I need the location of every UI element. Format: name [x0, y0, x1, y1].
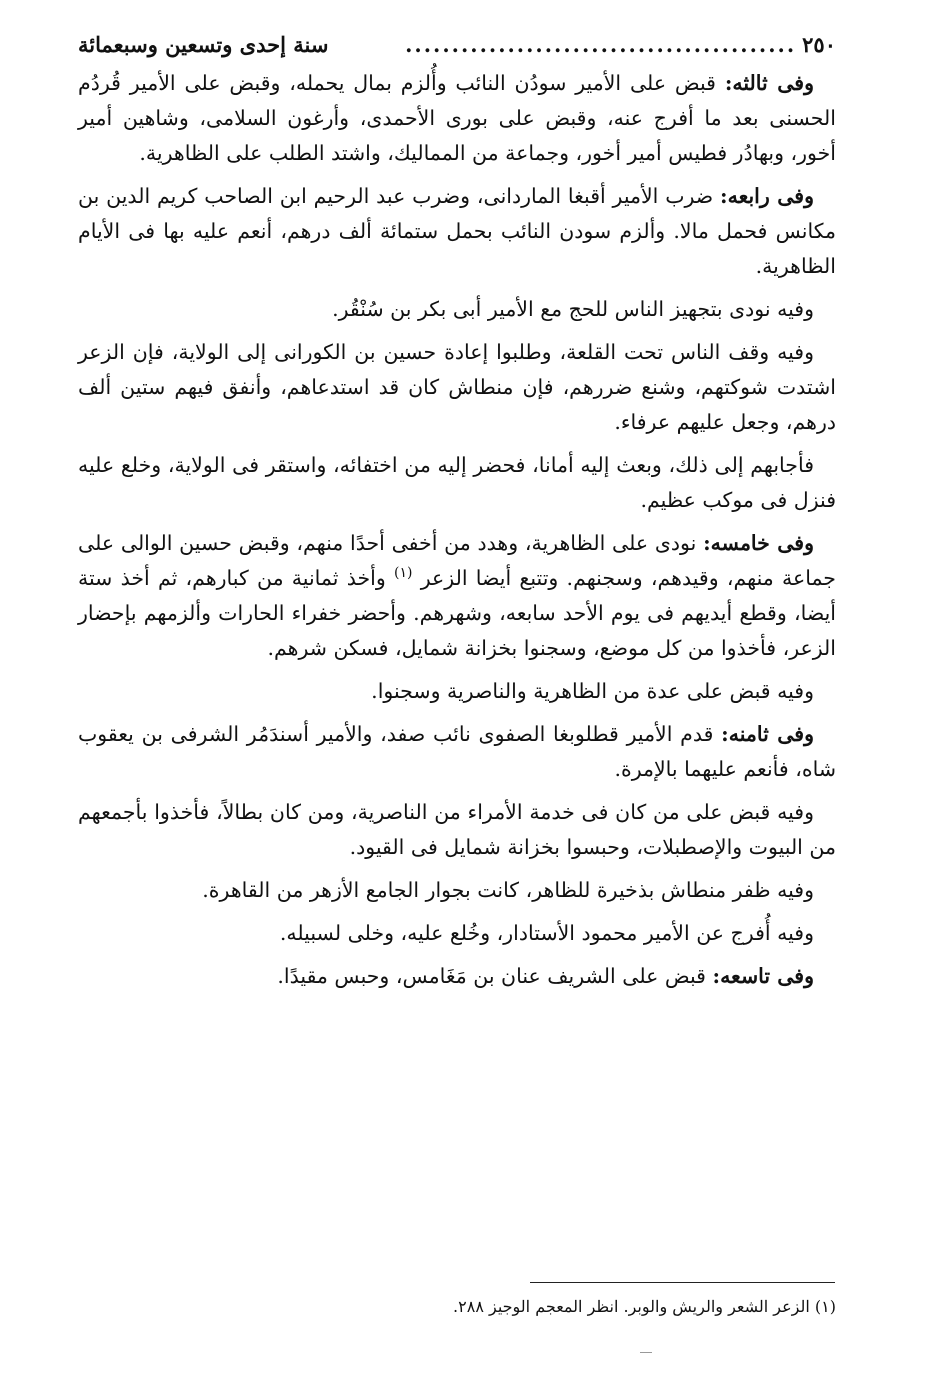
paragraph	[78, 448, 836, 518]
running-title: سنة إحدى وتسعين وسبعمائة	[78, 32, 329, 57]
paragraph-text-continued: وأخذ ثمانية من كبارهم، ثم أخذ ستة أيضا، وقطع أيديهم فى يوم الأحد سابعه، وشهرهم. وأحضر خفراء الحارات وألزمهم بإحضار الزعر، فأخذوا من كل موضع، وسجنوا بخزانة شمايل، فسكن شرهم.	[78, 566, 836, 660]
paragraph-text: قبض على الأمير سودُن النائب وأُلزم بمال يحمله، وقبض على الأمير قُردُم الحسنى بعد ما أفرج عنه، وقبض على بورى الأحمدى، وأرغون السلامى، وشاهين أمير أخور، وبهادُر فطيس أمير أخور، وجماعة من المماليك، واشتد الطلب على الظاهرية.	[78, 71, 836, 165]
paragraph	[78, 717, 836, 787]
document-page	[78, 30, 836, 1002]
footnote: (١) الزعر الشعر والريش والوبر. انظر المعجم الوجيز ٢٨٨.	[453, 1297, 836, 1316]
paragraph	[78, 916, 836, 951]
paragraph	[78, 292, 836, 327]
body-text	[78, 66, 836, 994]
paragraph-lead: وفى ثالثه:	[724, 71, 814, 95]
paragraph-text: قبض على الشريف عنان بن مَغَامس، وحبس مقيدًا.	[277, 964, 713, 988]
paragraph	[78, 179, 836, 284]
paragraph-lead: وفى ثامنه:	[721, 722, 814, 746]
paragraph-text: ضرب الأمير أقبغا الماردانى، وضرب عبد الرحيم ابن الصاحب كريم الدين بن مكانس فحمل مالا. وألزم سودن النائب بحمل ستمائة ألف درهم، أنعم عليه بها فى الأيام الظاهرية.	[78, 184, 836, 278]
paragraph-text: وفيه قبض على عدة من الظاهرية والناصرية وسجنوا.	[371, 679, 814, 703]
paragraph-text: نودى على الظاهرية، وهدد من أخفى أحدًا منهم، وقبض حسين الوالى على جماعة منهم، وقيدهم، وسجنهم. وتتبع أيضا الزعر	[78, 531, 836, 590]
paragraph	[78, 959, 836, 994]
page-header	[78, 30, 836, 62]
paragraph-text: وفيه قبض على من كان فى خدمة الأمراء من الناصرية، ومن كان بطالاً، فأخذوا بأجمعهم من البيوت والإصطبلات، وحبسوا بخزانة شمايل فى القيود.	[78, 800, 836, 859]
paragraph-text: وفيه وقف الناس تحت القلعة، وطلبوا إعادة حسين بن الكورانى إلى الولاية، فإن الزعر اشتدت شوكتهم، وشنع ضررهم، فإن منطاش كان قد استدعاهم، وأنفق فيهم ستين ألف درهم، وجعل عليهم عرفاء.	[78, 340, 836, 434]
paragraph-text: وفيه ظفر منطاش بذخيرة للظاهر، كانت بجوار الجامع الأزهر من القاهرة.	[202, 878, 814, 902]
paragraph	[78, 795, 836, 865]
page-mark	[640, 1352, 652, 1353]
paragraph	[78, 66, 836, 171]
paragraph	[78, 335, 836, 440]
paragraph-text: قدم الأمير قطلوبغا الصفوى نائب صفد، والأمير أسندَمُر الشرفى بن يعقوب شاه، فأنعم عليهما بالإمرة.	[78, 722, 836, 781]
paragraph-text: فأجابهم إلى ذلك، وبعث إليه أمانا، فحضر إليه من اختفائه، واستقر فى الولاية، وخلع عليه فنزل فى موكب عظيم.	[78, 453, 836, 512]
paragraph-lead: وفى تاسعه:	[712, 964, 814, 988]
paragraph	[78, 674, 836, 709]
footnote-reference[interactable]: (١)	[394, 565, 413, 582]
paragraph-text: وفيه أُفرج عن الأمير محمود الأستادار، وخُلع عليه، وخلى لسبيله.	[279, 921, 814, 945]
header-leader-dots: ..........................................	[405, 32, 797, 57]
footnote-divider	[530, 1282, 835, 1283]
paragraph-lead: وفى خامسه:	[703, 531, 814, 555]
paragraph	[78, 526, 836, 666]
paragraph	[78, 873, 836, 908]
paragraph-text: وفيه نودى بتجهيز الناس للحج مع الأمير أبى بكر بن سُنْقُر.	[332, 297, 814, 321]
paragraph-lead: وفى رابعه:	[720, 184, 815, 208]
page-number: ٢٥٠	[802, 32, 836, 57]
